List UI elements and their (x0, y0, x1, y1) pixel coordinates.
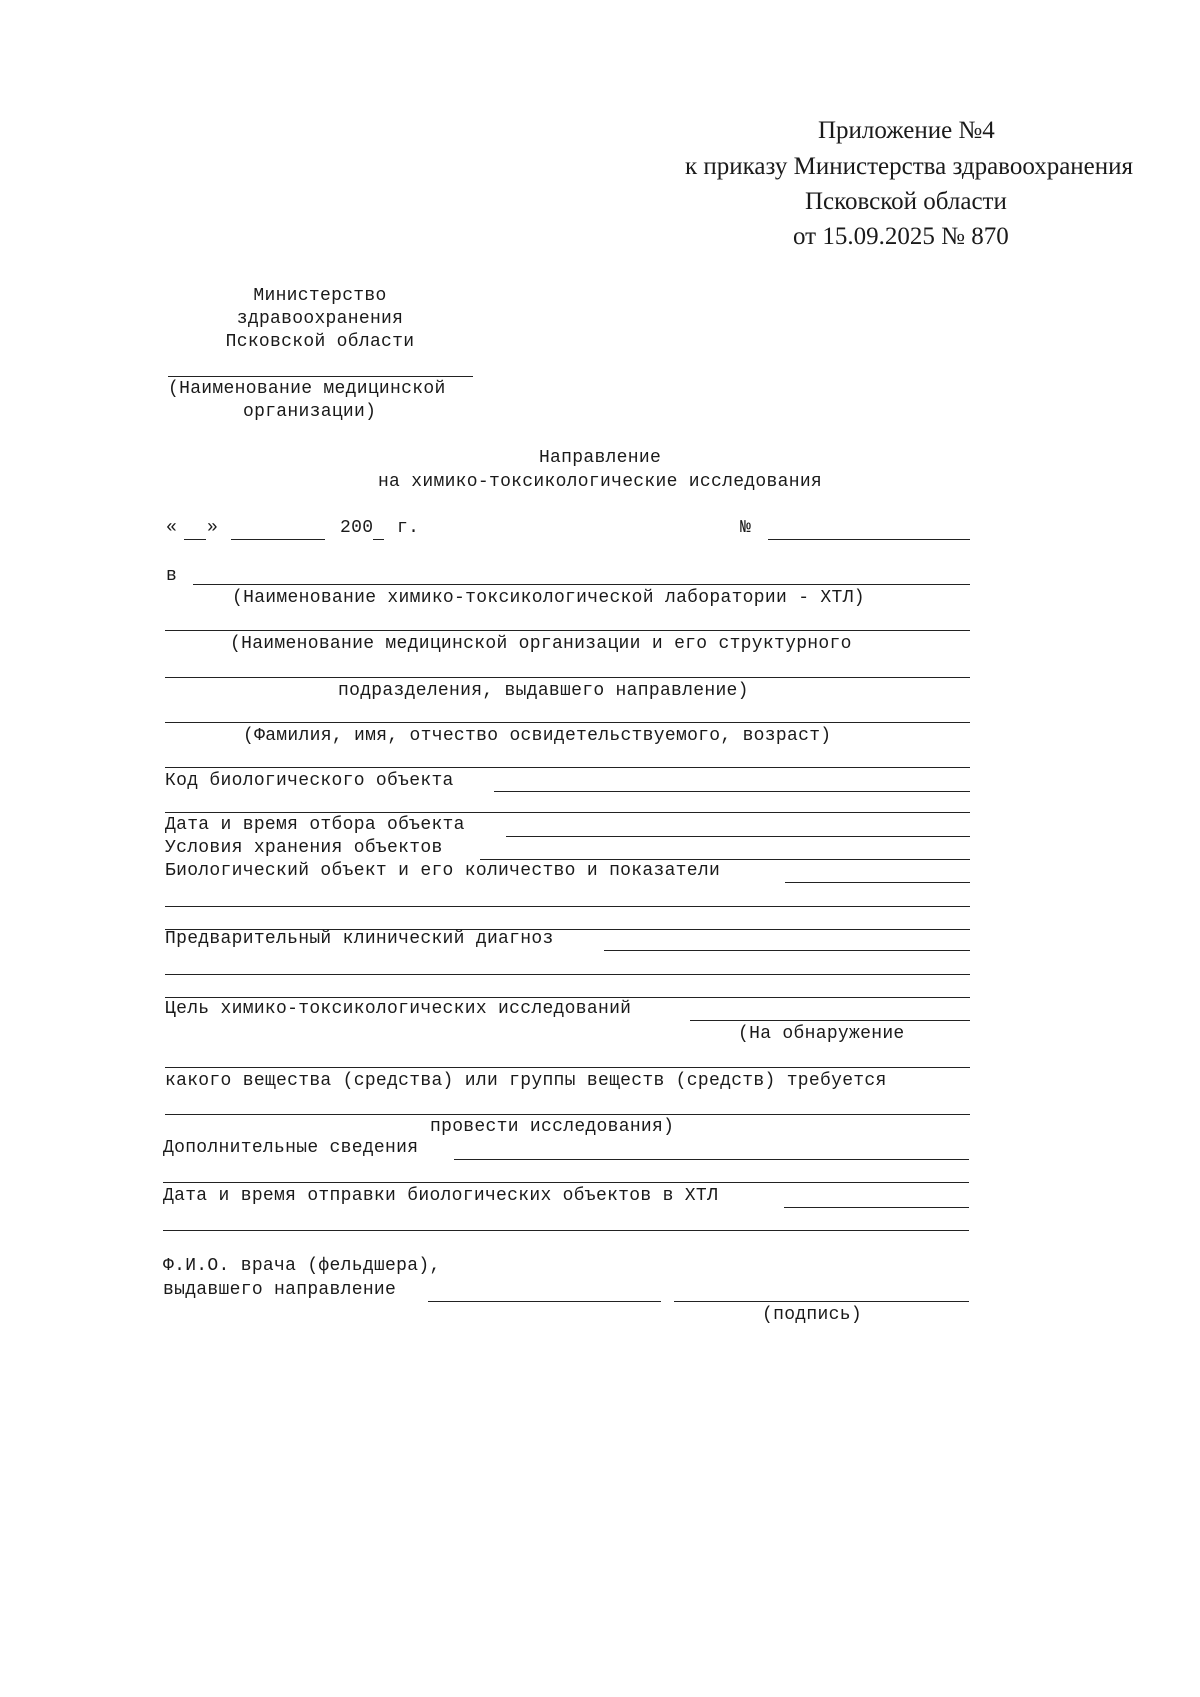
medical-org-name-line[interactable] (168, 376, 473, 377)
storage-conditions-label: Условия хранения объектов (165, 838, 443, 858)
to-prefix: в (166, 566, 178, 586)
bio-object-field[interactable] (785, 882, 970, 883)
issuing-org-field-line2[interactable] (165, 677, 970, 678)
doctor-name-field[interactable] (428, 1301, 661, 1302)
bio-object-extra-line1[interactable] (165, 906, 970, 907)
purpose-caption-line2: какого вещества (средства) или группы веществ (средств) требуется (165, 1071, 887, 1091)
issuing-org-caption-line2: подразделения, выдавшего направление) (338, 681, 749, 701)
diagnosis-label: Предварительный клинический диагноз (165, 929, 554, 949)
send-datetime-extra-line[interactable] (163, 1230, 969, 1231)
additional-info-label: Дополнительные сведения (163, 1138, 419, 1158)
bio-object-label: Биологический объект и его количество и показатели (165, 861, 721, 881)
year-field[interactable] (373, 539, 384, 540)
medical-org-caption-line1: (Наименование медицинской (168, 379, 446, 399)
purpose-caption-line1: (На обнаружение (738, 1024, 905, 1044)
ministry-name-line2: здравоохранения (236, 309, 404, 329)
person-extra-line[interactable] (165, 767, 970, 768)
lab-caption: (Наименование химико-токсикологической лаборатории - ХТЛ) (232, 588, 865, 608)
appendix-region: Псковской области (805, 188, 1007, 215)
sample-datetime-field[interactable] (506, 836, 970, 837)
document-title: Направление (538, 448, 662, 468)
send-datetime-field[interactable] (784, 1207, 969, 1208)
additional-info-field[interactable] (454, 1159, 969, 1160)
diagnosis-extra-line2[interactable] (165, 997, 970, 998)
issuing-org-field-line1[interactable] (165, 630, 970, 631)
issuing-org-caption-line1: (Наименование медицинской организации и его структурного (230, 634, 852, 654)
purpose-field[interactable] (690, 1020, 970, 1021)
bio-code-label: Код биологического объекта (165, 771, 454, 791)
bio-code-extra-line[interactable] (165, 812, 970, 813)
purpose-substance-field-line2[interactable] (165, 1114, 970, 1115)
signature-caption: (подпись) (762, 1305, 862, 1325)
referral-number-field[interactable] (768, 539, 970, 540)
number-sign: № (740, 518, 752, 538)
ministry-name-line3: Псковской области (225, 332, 415, 352)
bio-code-field[interactable] (494, 791, 970, 792)
date-open-quote: « (166, 518, 178, 538)
medical-org-caption-line2: организации) (243, 402, 377, 422)
diagnosis-extra-line1[interactable] (165, 974, 970, 975)
diagnosis-field[interactable] (604, 950, 970, 951)
document-subtitle: на химико-токсикологические исследования (377, 472, 823, 492)
lab-name-field[interactable] (193, 584, 970, 585)
appendix-order-date-number: от 15.09.2025 № 870 (793, 223, 1009, 250)
person-caption: (Фамилия, имя, отчество освидетельствуемого, возраст) (243, 726, 832, 746)
ministry-name-line1: Министерство (253, 286, 387, 306)
storage-conditions-field[interactable] (480, 859, 970, 860)
appendix-order-reference: к приказу Министерства здравоохранения (685, 153, 1134, 180)
appendix-number: Приложение №4 (818, 117, 995, 144)
purpose-substance-field-line1[interactable] (165, 1067, 970, 1068)
sample-datetime-label: Дата и время отбора объекта (165, 815, 465, 835)
doctor-label-line1: Ф.И.О. врача (фельдшера), (163, 1256, 441, 1276)
purpose-caption-line3: провести исследования) (430, 1117, 675, 1137)
additional-info-extra-line[interactable] (163, 1182, 969, 1183)
year-suffix: г. (397, 518, 420, 538)
send-datetime-label: Дата и время отправки биологических объектов в ХТЛ (163, 1186, 719, 1206)
doctor-label-line2: выдавшего направление (163, 1280, 397, 1300)
date-close-quote: » (207, 518, 219, 538)
year-prefix: 200 (340, 518, 374, 538)
person-name-field[interactable] (165, 722, 970, 723)
doctor-signature-field[interactable] (674, 1301, 969, 1302)
purpose-label: Цель химико-токсикологических исследований (165, 999, 632, 1019)
day-field[interactable] (184, 539, 206, 540)
month-field[interactable] (231, 539, 325, 540)
